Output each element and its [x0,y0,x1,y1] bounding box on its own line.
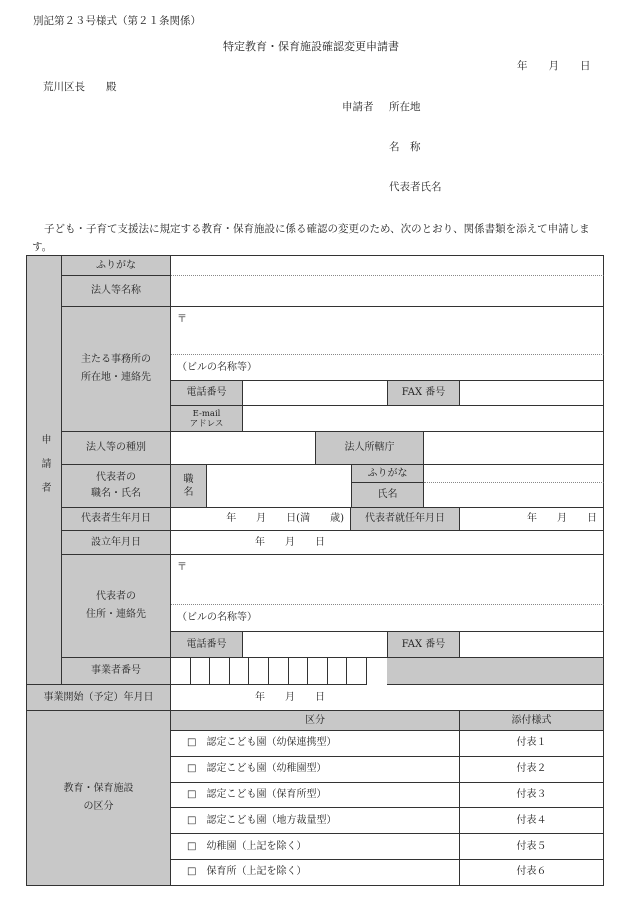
applicant-label: 申請者 [342,101,374,113]
category-option[interactable]: □ 認定こども園（幼稚園型） [171,757,460,783]
rep-appointed-field[interactable] [460,508,604,531]
category-option[interactable]: □ 幼稚園（上記を除く） [171,834,460,860]
phone-field[interactable] [243,381,388,406]
corp-authority-label: 法人所轄庁 [316,432,424,465]
facility-category-label: 教育・保育施設 の区分 [27,711,171,886]
rep-fax-field[interactable] [460,632,604,658]
email-field[interactable] [243,406,604,432]
rep-birth-value: 年 月 日(満 歳) [226,513,344,524]
office-postal-field[interactable] [171,307,604,355]
rep-phone-field[interactable] [243,632,388,658]
email-label: E-mail アドレス [171,406,243,432]
postal-mark: 〒 [177,314,187,325]
name-label: 名 称 [389,141,421,153]
category-option[interactable]: □ 保育所（上記を除く） [171,860,460,886]
date-line: 年 月 日 [517,60,591,72]
rep-building-label: （ビルの名称等） [177,612,257,623]
rep-name-field[interactable] [424,483,604,508]
business-number-digit[interactable] [289,658,309,685]
business-number-digit[interactable] [171,658,191,685]
established-label: 設立年月日 [62,531,171,555]
corp-name-field[interactable] [171,276,604,307]
category-option[interactable]: □ 認定こども園（地方裁量型） [171,808,460,834]
rep-postal-mark: 〒 [177,562,187,573]
category-attachment: 付表６ [460,860,604,886]
applicant-vertical-label: 申請者 [27,256,62,685]
furigana-label: ふりがな [62,256,171,276]
building-label: （ビルの名称等） [177,361,257,373]
category-option[interactable]: □ 認定こども園（保育所型） [171,783,460,809]
rep-appointed-label: 代表者就任年月日 [351,508,460,531]
intro-text: 子ども・子育て支援法に規定する教育・保育施設に係る確認の変更のため、次のとおり、関係書類を添えて申請します。 [32,223,590,253]
business-number-digit[interactable] [249,658,269,685]
business-number-field[interactable] [171,658,387,685]
category-attachment: 付表３ [460,783,604,809]
corp-type-label: 法人等の種別 [62,432,171,465]
attachment-header: 添付様式 [460,711,604,731]
category-attachment: 付表５ [460,834,604,860]
rep-birth-label: 代表者生年月日 [62,508,171,531]
post-field[interactable] [207,465,352,508]
category-attachment: 付表１ [460,731,604,757]
post-label: 職 名 [171,465,207,508]
office-building-field[interactable] [171,355,604,381]
business-number-digit[interactable] [210,658,230,685]
rep-postal-field[interactable] [171,555,604,605]
rep-fax-label: FAX 番号 [388,632,460,658]
category-header: 区分 [171,711,460,731]
business-number-digit[interactable] [191,658,211,685]
rep-furigana-field[interactable] [424,465,604,483]
business-number-blank [387,658,604,685]
phone-label: 電話番号 [171,381,243,406]
page-title: 特定教育・保育施設確認変更申請書 [223,40,399,53]
established-field[interactable] [171,531,604,555]
form-id: 別記第２３号様式（第２１条関係） [33,15,201,27]
business-number-digit[interactable] [269,658,289,685]
start-date-label: 事業開始（予定）年月日 [27,685,171,711]
rep-appointed-value: 年 月 日 [527,513,597,524]
business-number-digit[interactable] [308,658,328,685]
furigana-field[interactable] [171,256,604,276]
business-number-digit[interactable] [347,658,367,685]
corp-authority-field[interactable] [424,432,604,465]
rep-address-label: 代表者の 住所・連絡先 [62,555,171,658]
corp-name-label: 法人等名称 [62,276,171,307]
fax-field[interactable] [460,381,604,406]
representative-label: 代表者氏名 [389,181,442,193]
category-attachment: 付表４ [460,808,604,834]
corp-type-field[interactable] [171,432,316,465]
office-address-label: 主たる事務所の 所在地・連絡先 [62,307,171,432]
business-number-label: 事業者番号 [62,658,171,685]
rep-name-label: 氏名 [352,483,424,508]
fax-label: FAX 番号 [388,381,460,406]
established-value: 年 月 日 [255,536,325,548]
rep-birth-field[interactable] [171,508,351,531]
business-number-digit[interactable] [328,658,348,685]
rep-building-field[interactable] [171,605,604,632]
start-date-field[interactable] [171,685,604,711]
category-option[interactable]: □ 認定こども園（幼保連携型） [171,731,460,757]
address-label: 所在地 [389,101,421,113]
business-number-digit[interactable] [230,658,250,685]
rep-phone-label: 電話番号 [171,632,243,658]
addressee: 荒川区長 殿 [43,81,117,93]
category-attachment: 付表２ [460,757,604,783]
rep-name-title-label: 代表者の 職名・氏名 [62,465,171,508]
application-table [26,255,604,886]
rep-furigana-label: ふりがな [352,465,424,483]
start-date-value: 年 月 日 [255,691,325,703]
